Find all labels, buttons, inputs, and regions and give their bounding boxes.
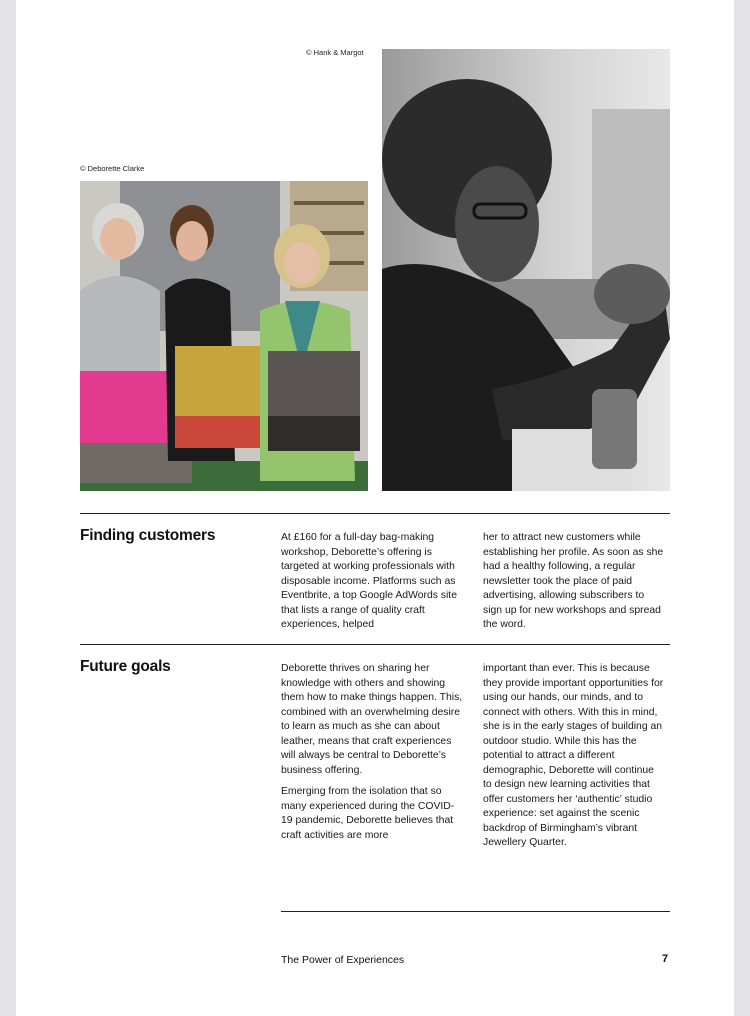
- left-photo-credit: © Deborette Clarke: [80, 164, 145, 173]
- section-heading: Finding customers: [80, 527, 216, 544]
- footer-title: The Power of Experiences: [281, 954, 405, 966]
- section-column-2: [483, 662, 665, 858]
- section-column-1: [281, 531, 463, 640]
- section-column-1: [281, 662, 463, 850]
- paragraph: her to attract new customers while establishing her profile. As soon as she had a healthy following, a regular newsletter took the place of paid advertising, allowing subscribers to sign up for new workshops and spread the word.: [483, 532, 664, 630]
- paragraph: At £160 for a full-day bag-making workshop, Deborette’s offering is targeted at working professionals with disposable income. Platforms such as Eventbrite, a top Google AdWords site that lists a range of quality craft experiences, helped: [281, 532, 457, 630]
- section-column-2: [483, 531, 665, 640]
- right-photo-credit: © Hank & Margot: [306, 48, 364, 57]
- paragraph: important than ever. This is because they provide important opportunities for using our hands, our minds, and to connect with others. With this in mind, she is in the early stages of building an outdoor studio. While this has the potential to attract a different demographic, Deborette will continue to design new learning activities that offer customers her ‘authentic’ studio experience: set against the scenic backdrop of Birmingham’s vibrant Jewellery Quarter.: [483, 663, 664, 848]
- section-heading: Future goals: [80, 658, 171, 675]
- paragraph: Emerging from the isolation that so many experienced during the COVID-19 pandemic, Deborette believes that craft activities are more: [281, 786, 455, 841]
- paragraph: Deborette thrives on sharing her knowledge with others and showing them how to make things happen. This, combined with an overwhelming desire to learn as much as she can about leather, means that craft experiences will always be central to Deborette’s business offering.: [281, 663, 463, 776]
- page-number: 7: [662, 953, 669, 965]
- section-divider: [80, 644, 670, 645]
- footer-divider: [281, 911, 670, 912]
- photo-woman-working-leather: [382, 49, 670, 491]
- photo-three-women-with-bags: [80, 181, 368, 491]
- document-page: [16, 0, 734, 1016]
- section-divider: [80, 513, 670, 514]
